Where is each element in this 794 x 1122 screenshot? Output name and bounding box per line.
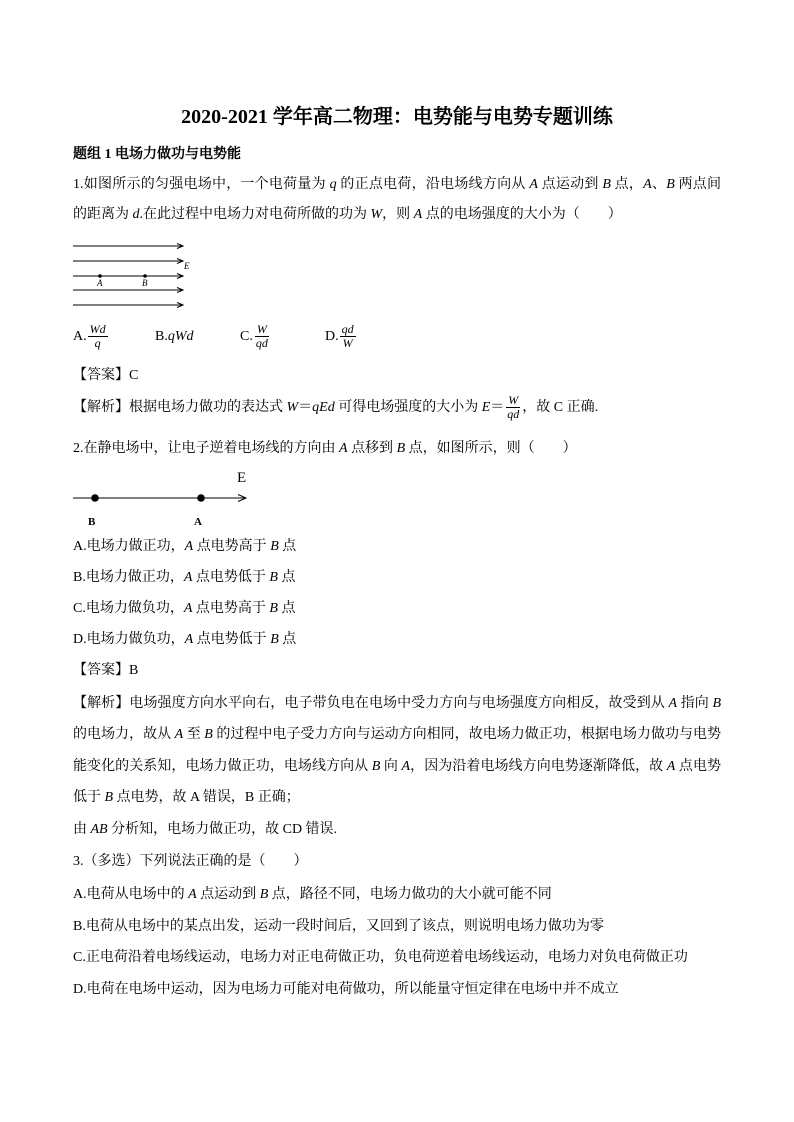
- text-run: 指向: [677, 696, 713, 711]
- math-variable: B: [270, 632, 279, 647]
- question-2-explanation: [73, 688, 721, 814]
- text-run: 2.在静电场中，让电子逆着电场线的方向由: [73, 441, 339, 456]
- text-run: ，故 C 正确.: [522, 400, 599, 415]
- question-2-explanation-conclusion: [73, 815, 721, 845]
- point-b-dot: [91, 494, 99, 502]
- math-variable: B: [712, 696, 721, 711]
- math-variable: B: [104, 790, 114, 806]
- question-1-stem: [73, 170, 721, 230]
- text-run: 点电势高于: [193, 539, 271, 554]
- text-run: ＝: [298, 400, 313, 415]
- text-run: 点: [278, 539, 297, 554]
- question-1-option-a: [73, 317, 109, 357]
- question-1-option-b: [155, 317, 194, 357]
- text-run: 点移到: [347, 441, 397, 456]
- math-variable: d: [132, 207, 140, 222]
- text-run: ，则: [382, 207, 414, 222]
- text-run: 的正点电荷，沿电场线方向从: [336, 177, 530, 192]
- text-run: D.电场力做负功，: [73, 632, 185, 647]
- math-variable: B: [269, 570, 278, 585]
- text-run: 点电势低于: [192, 570, 270, 585]
- math-variable: B: [396, 441, 406, 456]
- text-run: 点的电场强度的大小为（ ）: [422, 207, 622, 222]
- text-run: 3.（多选）下列说法正确的是（ ）: [73, 854, 308, 869]
- math-variable: A: [184, 632, 194, 647]
- math-variable: E: [481, 400, 491, 415]
- fraction-numerator: qd: [341, 322, 354, 337]
- question-3-stem: [73, 847, 721, 877]
- math-variable: A: [668, 696, 678, 711]
- question-1-explanation: [73, 388, 721, 428]
- text-run: 点，如图所示，则（ ）: [405, 441, 577, 456]
- point-a-label: A: [97, 278, 103, 288]
- question-3-option-d: [73, 975, 721, 1005]
- fraction: [505, 394, 521, 421]
- math-variable: qEd: [312, 400, 335, 415]
- text-run: 的过程中电子受力方向与运动方向相同，故电场力做正功，根据电场力做功与电势能变化的关系知，电场力做正功，电场线方向从: [73, 727, 722, 774]
- field-label: E: [184, 261, 190, 271]
- math-variable: A: [401, 758, 411, 774]
- question-1-options: [73, 317, 721, 357]
- math-variable: A: [529, 177, 538, 192]
- text-run: B.电场力做正功，: [73, 570, 184, 585]
- fraction: [88, 323, 108, 350]
- text-run: 两点间的距离为: [73, 177, 722, 222]
- text-run: B.: [155, 329, 168, 344]
- text-run: A.电荷从电场中的: [73, 887, 189, 902]
- point-a-dot: [197, 494, 205, 502]
- question-3-option-b: [73, 912, 721, 942]
- fraction-numerator: Wd: [89, 322, 106, 337]
- text-run: 分析知，电场力做正功，故 CD 错误.: [107, 822, 338, 837]
- question-3-option-a: [73, 880, 721, 910]
- math-variable: q: [329, 177, 337, 192]
- text-run: 点电势低于: [193, 632, 271, 647]
- text-run: D.电荷在电场中运动，因为电场力可能对电荷做功，所以能量守恒定律在电场中并不成立: [73, 982, 619, 997]
- text-run: 至: [183, 727, 205, 743]
- math-variable: A: [666, 758, 676, 774]
- question-2-option-b: [73, 562, 721, 593]
- section-heading: 题组 1 电场力做功与电势能: [73, 147, 241, 162]
- math-variable: W: [286, 400, 299, 415]
- question-2-option-d: [73, 624, 721, 655]
- field-label: E: [237, 470, 247, 486]
- text-run: 点: [277, 601, 296, 616]
- text-run: C.电场力做负功，: [73, 601, 184, 616]
- text-run: 点电势高于: [192, 601, 270, 616]
- question-1-option-c: [240, 317, 271, 357]
- point-a-label: A: [194, 516, 202, 528]
- text-run: .在此过程中电场力对电荷所做的功为: [139, 207, 371, 222]
- text-run: 1.如图所示的匀强电场中，一个电荷量为: [73, 177, 330, 192]
- text-run: C.正电荷沿着电场线运动，电场力对正电荷做正功，负电荷逆着电场线运动，电场力对负电荷做正功: [73, 950, 688, 965]
- text-run: 点电势，故 A 错误，B 正确；: [113, 790, 300, 806]
- question-2-option-c: [73, 593, 721, 624]
- math-variable: B: [666, 177, 675, 192]
- text-run: 【解析】根据电场力做功的表达式: [73, 400, 287, 415]
- text-run: 点，路径不同，电场力做功的大小就可能不同: [268, 887, 552, 902]
- math-variable: A: [643, 177, 652, 192]
- text-run: 点: [277, 570, 296, 585]
- text-run: 点运动到: [196, 887, 260, 902]
- text-run: 可得电场强度的大小为: [334, 400, 482, 415]
- text-run: 点电势低于: [73, 758, 722, 806]
- fraction-numerator: W: [256, 322, 267, 337]
- question-2-stem: [73, 434, 721, 464]
- question-1-figure: [73, 238, 203, 313]
- text-run: 的电场力，故从: [73, 727, 175, 743]
- math-variable: B: [204, 727, 213, 743]
- math-variable: A: [188, 887, 197, 902]
- text-run: 点运动到: [537, 177, 603, 192]
- fraction-denominator: qd: [507, 407, 520, 422]
- math-variable: A: [174, 727, 184, 743]
- question-2-answer: 【答案】B: [73, 663, 139, 678]
- fraction-denominator: qd: [255, 336, 268, 351]
- fraction: [254, 323, 270, 350]
- fraction-numerator: W: [508, 393, 519, 408]
- text-run: 点，: [610, 177, 644, 192]
- question-1-option-d: [325, 317, 357, 357]
- text-run: ＝: [490, 400, 505, 415]
- text-run: ，因为沿着电场线方向电势逐渐降低，故: [410, 758, 667, 774]
- text-run: D.: [325, 329, 339, 344]
- math-variable: A: [413, 207, 423, 222]
- text-run: A.: [73, 329, 87, 344]
- question-2-figure: [60, 465, 260, 535]
- text-run: C.: [240, 329, 253, 344]
- fraction: [340, 323, 356, 350]
- document-title: 2020-2021 学年高二物理：电势能与电势专题训练: [181, 106, 613, 128]
- math-variable: A: [183, 570, 193, 585]
- math-variable: A: [183, 601, 193, 616]
- point-b-label: B: [142, 278, 148, 288]
- question-2-option-a: [73, 531, 721, 562]
- math-variable: AB: [90, 822, 108, 837]
- fraction-denominator: q: [94, 336, 101, 351]
- question-1-answer: 【答案】C: [73, 368, 139, 383]
- math-variable: B: [371, 758, 381, 774]
- math-variable: B: [602, 177, 611, 192]
- math-variable: qWd: [167, 329, 194, 344]
- text-run: 点: [278, 632, 297, 647]
- text-run: B.电荷从电场中的某点出发，运动一段时间后，又回到了该点，则说明电场力做功为零: [73, 919, 604, 934]
- text-run: 由: [73, 822, 91, 837]
- text-run: 【解析】电场强度方向水平向右，电子带负电在电场中受力方向与电场强度方向相反，故受到从: [73, 696, 669, 711]
- math-variable: B: [259, 887, 269, 902]
- math-variable: B: [270, 539, 279, 554]
- math-variable: W: [370, 207, 383, 222]
- math-variable: A: [184, 539, 194, 554]
- fraction-denominator: W: [342, 336, 353, 351]
- text-run: A.电场力做正功，: [73, 539, 185, 554]
- math-variable: A: [339, 441, 348, 456]
- text-run: 、: [651, 177, 667, 192]
- point-b-label: B: [88, 516, 96, 528]
- math-variable: B: [269, 601, 278, 616]
- question-3-option-c: [73, 943, 721, 973]
- text-run: 向: [380, 758, 402, 774]
